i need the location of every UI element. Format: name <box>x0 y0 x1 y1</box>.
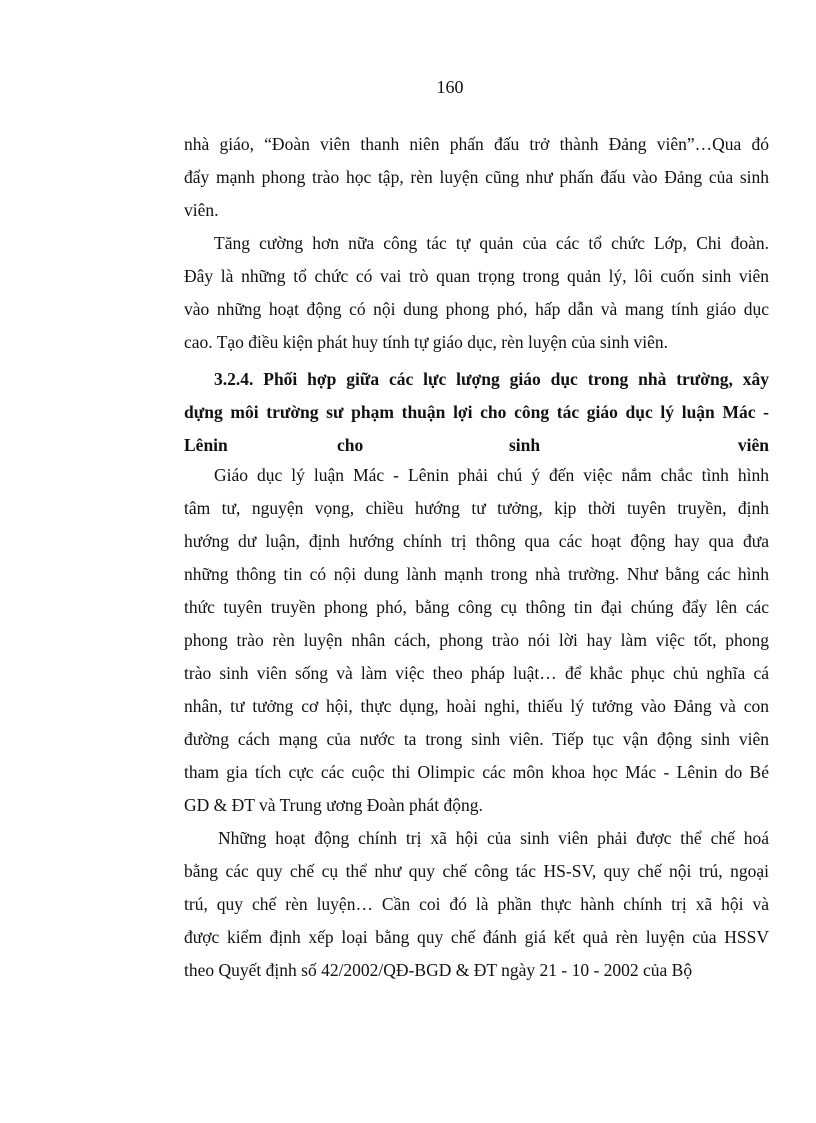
text-line: tâm tư, nguyện vọng, chiều hướng tư tưởng, kịp thời tuyên truyền, định <box>184 498 769 518</box>
text-line: được kiểm định xếp loại bằng quy chế đánh giá kết quả rèn luyện của HSSV <box>184 927 769 947</box>
text-line: GD & ĐT và Trung ương Đoàn phát động. <box>184 795 483 815</box>
text-line: Tăng cường hơn nữa công tác tự quản của các tổ chức Lớp, Chi đoàn. <box>214 233 769 253</box>
text-line: phong trào rèn luyện nhân cách, phong trào nói lời hay làm việc tốt, phong <box>184 630 769 650</box>
text-line: trào sinh viên sống và làm việc theo pháp luật… để khắc phục chủ nghĩa cá <box>184 663 769 683</box>
text-line: trú, quy chế rèn luyện… Cần coi đó là phần thực hành chính trị xã hội và <box>184 894 769 914</box>
text-line: thức tuyên truyền phong phó, bằng công cụ thông tin đại chúng đẩy lên các <box>184 597 769 617</box>
heading-word-4: viên <box>737 435 769 455</box>
text-line: vào những hoạt động có nội dung phong phó, hấp dẫn và mang tính giáo dục <box>184 299 769 319</box>
text-line: viên. <box>184 200 219 220</box>
text-line: tham gia tích cực các cuộc thi Olimpic các môn khoa học Mác - Lênin do Bé <box>184 762 769 782</box>
text-line: cao. Tạo điều kiện phát huy tính tự giáo dục, rèn luyện của sinh viên. <box>184 332 668 352</box>
page-number: 160 <box>436 77 464 97</box>
heading-word-2: cho <box>337 435 364 455</box>
text-line: Giáo dục lý luận Mác - Lênin phải chú ý đến việc nắm chắc tình hình <box>214 465 769 485</box>
text-line: Những hoạt động chính trị xã hội của sinh viên phải được thể chế hoá <box>218 828 769 848</box>
text-line: những thông tin có nội dung lành mạnh trong nhà trường. Như bằng các hình <box>184 564 769 584</box>
section-heading-line: dựng môi trường sư phạm thuận lợi cho công tác giáo dục lý luận Mác - <box>184 402 769 422</box>
text-line: đẩy mạnh phong trào học tập, rèn luyện cũng như phấn đấu vào Đảng của sinh <box>184 167 769 187</box>
heading-word-1: Lênin <box>184 435 228 455</box>
text-line: nhân, tư tưởng cơ hội, thực dụng, hoài nghi, thiếu lý tưởng vào Đảng và con <box>184 696 769 716</box>
heading-word-3: sinh <box>509 435 541 455</box>
text-line: đường cách mạng của nước ta trong sinh viên. Tiếp tục vận động sinh viên <box>184 729 769 749</box>
text-line: Đây là những tổ chức có vai trò quan trọng trong quản lý, lôi cuốn sinh viên <box>184 266 769 286</box>
text-line: theo Quyết định số 42/2002/QĐ-BGD & ĐT ngày 21 - 10 - 2002 của Bộ <box>184 960 693 980</box>
text-line: bằng các quy chế cụ thể như quy chế công tác HS-SV, quy chế nội trú, ngoại <box>184 861 769 881</box>
section-heading-line <box>184 433 769 457</box>
section-heading-line: 3.2.4. Phối hợp giữa các lực lượng giáo dục trong nhà trường, xây <box>214 369 769 389</box>
text-line: nhà giáo, “Đoàn viên thanh niên phấn đấu trở thành Đảng viên”…Qua đó <box>184 134 769 154</box>
text-line: hướng dư luận, định hướng chính trị thông qua các hoạt động hay qua đưa <box>184 531 769 551</box>
